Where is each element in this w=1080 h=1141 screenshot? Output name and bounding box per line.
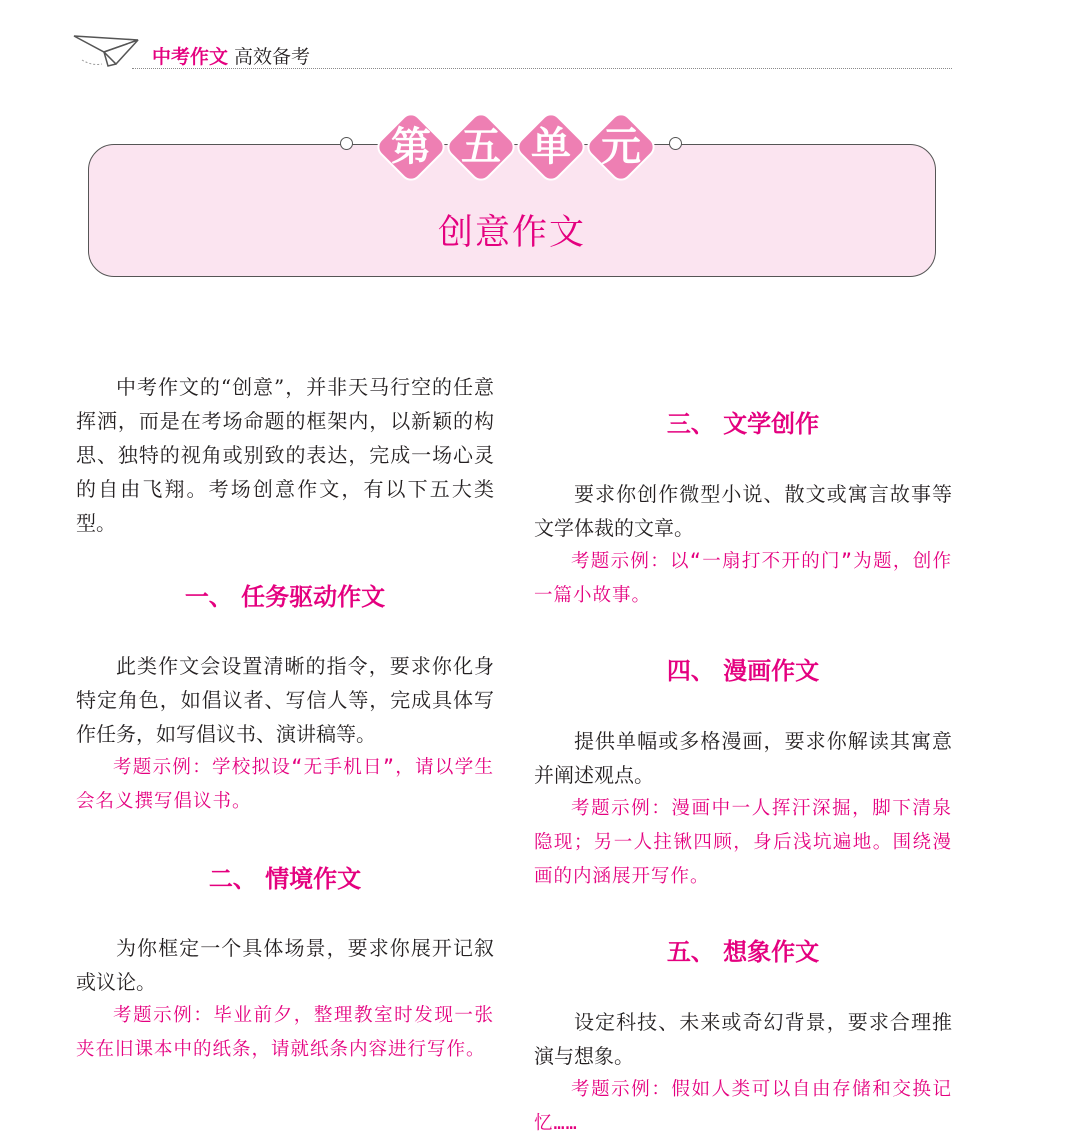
header-title-sub: 高效备考 <box>234 46 311 68</box>
section-title: 五、 想象作文 <box>666 938 820 966</box>
section-example: 考题示例：毕业前夕，整理教室时发现一张夹在旧课本中的纸条，请就纸条内容进行写作。 <box>76 1005 494 1060</box>
left-column <box>76 370 494 1067</box>
header-title-main: 中考作文 <box>152 46 229 68</box>
section-example: 考题示例：假如人类可以自由存储和交换记忆…… <box>534 1079 952 1134</box>
paper-plane-icon <box>72 30 142 70</box>
page-header <box>72 30 952 70</box>
unit-char: 五 <box>461 124 501 170</box>
intro-paragraph: 中考作文的“创意”，并非天马行空的任意挥洒，而是在考场命题的框架内，以新颖的构思、独特的视角或别致的表达，完成一场心灵的自由飞翔。考场创意作文，有以下五大类型。 <box>76 375 494 535</box>
section-body: 设定科技、未来或奇幻背景，要求合理推演与想象。 <box>534 1010 952 1068</box>
right-column <box>534 404 952 1141</box>
section-example: 考题示例：学校拟设“无手机日”，请以学生会名义撰写倡议书。 <box>76 757 494 812</box>
section-title: 二、 情境作文 <box>208 865 362 893</box>
unit-char: 单 <box>531 124 571 170</box>
section-body: 此类作文会设置清晰的指令，要求你化身特定角色，如倡议者、写信人等，完成具体写作任务，如写倡议书、演讲稿等。 <box>76 654 494 746</box>
header-divider <box>132 68 952 69</box>
banner-left-dot <box>340 137 353 150</box>
unit-char-diamond <box>582 108 660 186</box>
unit-char: 第 <box>391 124 431 170</box>
section-body: 要求你创作微型小说、散文或寓言故事等文学体裁的文章。 <box>534 482 952 540</box>
section-example: 考题示例：漫画中一人挥汗深掘，脚下清泉隐现；另一人拄锹四顾，身后浅坑遍地。围绕漫画的内涵展开写作。 <box>534 798 952 887</box>
section-body: 提供单幅或多格漫画，要求你解读其寓意并阐述观点。 <box>534 729 952 787</box>
banner-right-dot <box>669 137 682 150</box>
section-example: 考题示例：以“一扇打不开的门”为题，创作一篇小故事。 <box>534 551 952 606</box>
header-title <box>152 42 310 69</box>
unit-char-diamond <box>372 108 450 186</box>
unit-char: 元 <box>601 124 641 170</box>
unit-title <box>372 108 662 188</box>
unit-char-diamond <box>442 108 520 186</box>
section-body: 为你框定一个具体场景，要求你展开记叙或议论。 <box>76 936 494 994</box>
banner-subtitle: 创意作文 <box>437 213 586 253</box>
section-title: 一、 任务驱动作文 <box>184 583 386 611</box>
section-title: 三、 文学创作 <box>666 410 820 438</box>
section-title: 四、 漫画作文 <box>666 657 820 685</box>
unit-char-diamond <box>512 108 590 186</box>
